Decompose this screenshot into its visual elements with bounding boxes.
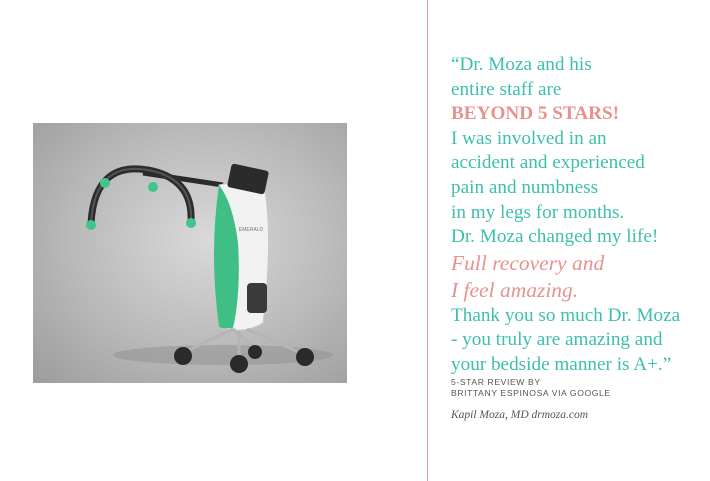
review-source bbox=[451, 377, 611, 398]
vertical-divider bbox=[427, 0, 428, 481]
device-brand-text: EMERALD bbox=[238, 227, 264, 233]
quote-line: - you truly are amazing and bbox=[451, 329, 663, 351]
quote-line: your bedside manner is A+.” bbox=[451, 353, 672, 375]
quote-line: accident and experienced bbox=[451, 152, 645, 174]
review-source-author: BRITTANY ESPINOSA VIA GOOGLE bbox=[451, 387, 611, 398]
quote-line: “Dr. Moza and his bbox=[451, 54, 592, 75]
quote-line: Dr. Moza changed my life! bbox=[451, 226, 659, 248]
doctor-signature: Kapil Moza, MD drmoza.com bbox=[451, 409, 589, 421]
quote-line: Thank you so much Dr. Moza bbox=[451, 304, 681, 326]
quote-line: entire staff are bbox=[451, 78, 562, 100]
quote-line: pain and numbness bbox=[451, 176, 599, 198]
review-source-label: 5-STAR REVIEW BY bbox=[451, 377, 541, 387]
quote-highlight-italic: I feel amazing. bbox=[451, 277, 579, 302]
device-photo bbox=[33, 123, 347, 383]
quote-highlight-italic: Full recovery and bbox=[451, 250, 605, 275]
laser-device-illustration bbox=[33, 123, 347, 383]
quote-highlight-stars: BEYOND 5 STARS! bbox=[451, 103, 620, 125]
quote-line: in my legs for months. bbox=[451, 201, 625, 223]
testimonial-quote bbox=[451, 53, 701, 378]
quote-line: I was involved in an bbox=[451, 127, 607, 149]
